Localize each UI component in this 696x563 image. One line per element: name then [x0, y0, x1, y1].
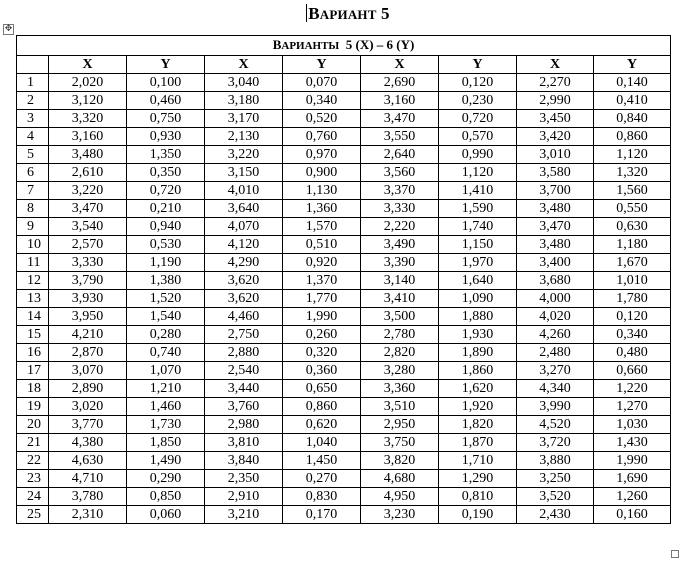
table-cell: 0,230 — [439, 92, 517, 110]
table-row — [17, 146, 671, 164]
header-y: Y — [127, 56, 205, 74]
table-cell: 1,350 — [127, 146, 205, 164]
table-cell: 4,210 — [49, 326, 127, 344]
table-cell: 3,480 — [517, 236, 594, 254]
table-cell: 4,520 — [517, 416, 594, 434]
table-cell: 3,470 — [49, 200, 127, 218]
table-cell: 1,590 — [439, 200, 517, 218]
table-cell: 3,210 — [205, 506, 283, 524]
table-cell: 0,620 — [283, 416, 361, 434]
header-y: Y — [283, 56, 361, 74]
table-cell: 2,020 — [49, 74, 127, 92]
table-cell: 0,740 — [127, 344, 205, 362]
table-cell: 3,070 — [49, 362, 127, 380]
row-number: 1 — [17, 74, 49, 92]
row-number: 19 — [17, 398, 49, 416]
table-caption — [17, 36, 671, 56]
table-cell: 0,280 — [127, 326, 205, 344]
row-number: 21 — [17, 434, 49, 452]
table-cell: 1,040 — [283, 434, 361, 452]
table-cell: 1,460 — [127, 398, 205, 416]
table-cell: 1,820 — [439, 416, 517, 434]
table-cell: 4,010 — [205, 182, 283, 200]
table-row — [17, 254, 671, 272]
table-cell: 3,330 — [49, 254, 127, 272]
table-cell: 4,120 — [205, 236, 283, 254]
table-cell: 1,450 — [283, 452, 361, 470]
table-cell: 3,280 — [361, 362, 439, 380]
table-cell: 0,720 — [127, 182, 205, 200]
table-cell: 3,500 — [361, 308, 439, 326]
table-cell: 2,350 — [205, 470, 283, 488]
table-cell: 0,210 — [127, 200, 205, 218]
table-cell: 1,890 — [439, 344, 517, 362]
table-cell: 1,710 — [439, 452, 517, 470]
table-cell: 0,850 — [127, 488, 205, 506]
table-row — [17, 470, 671, 488]
table-cell: 0,320 — [283, 344, 361, 362]
table-cell: 0,480 — [594, 344, 671, 362]
table-cell: 1,780 — [594, 290, 671, 308]
row-number: 13 — [17, 290, 49, 308]
table-cell: 1,070 — [127, 362, 205, 380]
table-row — [17, 128, 671, 146]
row-number: 15 — [17, 326, 49, 344]
table-row — [17, 200, 671, 218]
row-number: 17 — [17, 362, 49, 380]
table-cell: 3,160 — [361, 92, 439, 110]
row-number: 2 — [17, 92, 49, 110]
table-cell: 3,320 — [49, 110, 127, 128]
table-cell: 3,950 — [49, 308, 127, 326]
table-cell: 0,360 — [283, 362, 361, 380]
table-cell: 0,170 — [283, 506, 361, 524]
row-number: 18 — [17, 380, 49, 398]
table-cell: 1,410 — [439, 182, 517, 200]
table-cell: 3,620 — [205, 272, 283, 290]
table-row — [17, 290, 671, 308]
table-cell: 3,520 — [517, 488, 594, 506]
table-cell: 1,540 — [127, 308, 205, 326]
table-cell: 4,020 — [517, 308, 594, 326]
table-cell: 1,520 — [127, 290, 205, 308]
table-cell: 3,820 — [361, 452, 439, 470]
table-cell: 1,010 — [594, 272, 671, 290]
table-cell: 3,250 — [517, 470, 594, 488]
table-cell: 0,840 — [594, 110, 671, 128]
table-cell: 3,180 — [205, 92, 283, 110]
table-cell: 1,190 — [127, 254, 205, 272]
table-cell: 3,490 — [361, 236, 439, 254]
row-number: 7 — [17, 182, 49, 200]
table-cell: 2,310 — [49, 506, 127, 524]
table-row — [17, 182, 671, 200]
table-cell: 1,130 — [283, 182, 361, 200]
table-cell: 2,570 — [49, 236, 127, 254]
table-cell: 2,890 — [49, 380, 127, 398]
table-cell: 3,640 — [205, 200, 283, 218]
table-cell: 1,620 — [439, 380, 517, 398]
header-y: Y — [439, 56, 517, 74]
table-cell: 2,880 — [205, 344, 283, 362]
table-cell: 4,710 — [49, 470, 127, 488]
row-number: 12 — [17, 272, 49, 290]
table-cell: 0,970 — [283, 146, 361, 164]
table-cell: 0,350 — [127, 164, 205, 182]
table-cell: 3,750 — [361, 434, 439, 452]
table-cell: 0,860 — [283, 398, 361, 416]
header-x: X — [361, 56, 439, 74]
table-cell: 1,870 — [439, 434, 517, 452]
table-cell: 3,480 — [49, 146, 127, 164]
row-number: 11 — [17, 254, 49, 272]
table-cell: 1,990 — [283, 308, 361, 326]
table-cell: 1,360 — [283, 200, 361, 218]
table-cell: 3,150 — [205, 164, 283, 182]
table-cell: 2,610 — [49, 164, 127, 182]
table-cell: 3,440 — [205, 380, 283, 398]
row-number: 4 — [17, 128, 49, 146]
table-cell: 1,090 — [439, 290, 517, 308]
table-row — [17, 218, 671, 236]
row-number: 8 — [17, 200, 49, 218]
table-cell: 3,370 — [361, 182, 439, 200]
table-cell: 3,770 — [49, 416, 127, 434]
table-cell: 0,100 — [127, 74, 205, 92]
table-cell: 3,760 — [205, 398, 283, 416]
title-rest: АРИАНТ — [319, 7, 377, 22]
table-cell: 1,670 — [594, 254, 671, 272]
table-cell: 3,120 — [49, 92, 127, 110]
table-cell: 0,530 — [127, 236, 205, 254]
table-row — [17, 344, 671, 362]
table-row — [17, 272, 671, 290]
table-cell: 1,990 — [594, 452, 671, 470]
table-cell: 1,220 — [594, 380, 671, 398]
table-cell: 0,660 — [594, 362, 671, 380]
row-number: 5 — [17, 146, 49, 164]
title-first-letter: В — [308, 4, 320, 23]
table-cell: 3,620 — [205, 290, 283, 308]
table-cell: 0,860 — [594, 128, 671, 146]
table-cell: 2,540 — [205, 362, 283, 380]
table-row — [17, 74, 671, 92]
table-cell: 3,720 — [517, 434, 594, 452]
table-cell: 4,630 — [49, 452, 127, 470]
move-icon[interactable]: ✥ — [4, 24, 13, 34]
row-number: 16 — [17, 344, 49, 362]
table-cell: 3,220 — [205, 146, 283, 164]
table-cell: 1,430 — [594, 434, 671, 452]
table-cell: 1,150 — [439, 236, 517, 254]
table-body — [17, 74, 671, 524]
table-cell: 1,370 — [283, 272, 361, 290]
table-cell: 1,770 — [283, 290, 361, 308]
table-cell: 3,330 — [361, 200, 439, 218]
row-number: 6 — [17, 164, 49, 182]
caption-rest: АРИАНТЫ — [281, 40, 340, 52]
table-header-row — [17, 56, 671, 74]
header-y: Y — [594, 56, 671, 74]
table-cell: 2,430 — [517, 506, 594, 524]
table-cell: 1,120 — [594, 146, 671, 164]
row-number: 3 — [17, 110, 49, 128]
table-cell: 0,070 — [283, 74, 361, 92]
table-cell: 0,270 — [283, 470, 361, 488]
table-cell: 3,540 — [49, 218, 127, 236]
table-row — [17, 452, 671, 470]
table-cell: 3,700 — [517, 182, 594, 200]
table-cell: 1,490 — [127, 452, 205, 470]
table-cell: 4,680 — [361, 470, 439, 488]
table-cell: 3,400 — [517, 254, 594, 272]
table-cell: 4,380 — [49, 434, 127, 452]
row-number: 14 — [17, 308, 49, 326]
table-cell: 0,340 — [594, 326, 671, 344]
table-cell: 0,120 — [594, 308, 671, 326]
table-cell: 2,750 — [205, 326, 283, 344]
table-cell: 3,160 — [49, 128, 127, 146]
row-number: 20 — [17, 416, 49, 434]
table-cell: 3,230 — [361, 506, 439, 524]
caption-first-letter: В — [272, 37, 282, 52]
table-cell: 2,480 — [517, 344, 594, 362]
table-cell: 2,870 — [49, 344, 127, 362]
table-cell: 1,970 — [439, 254, 517, 272]
table-cell: 0,060 — [127, 506, 205, 524]
table-cell: 2,780 — [361, 326, 439, 344]
table-cell: 1,880 — [439, 308, 517, 326]
table-cell: 3,930 — [49, 290, 127, 308]
table-cell: 0,120 — [439, 74, 517, 92]
table-row — [17, 164, 671, 182]
caption-range: 5 (X) – 6 (Y) — [345, 37, 415, 52]
table-cell: 1,270 — [594, 398, 671, 416]
page-title — [0, 4, 696, 24]
table-cell: 3,790 — [49, 272, 127, 290]
header-x: X — [49, 56, 127, 74]
table-cell: 1,290 — [439, 470, 517, 488]
resize-icon[interactable] — [671, 550, 679, 558]
table-cell: 3,550 — [361, 128, 439, 146]
table-cell: 4,460 — [205, 308, 283, 326]
table-cell: 0,990 — [439, 146, 517, 164]
table-cell: 1,640 — [439, 272, 517, 290]
table-cell: 2,980 — [205, 416, 283, 434]
table-cell: 0,920 — [283, 254, 361, 272]
table-row — [17, 416, 671, 434]
table-cell: 2,270 — [517, 74, 594, 92]
table-cell: 4,000 — [517, 290, 594, 308]
table-cell: 0,290 — [127, 470, 205, 488]
table-cell: 0,720 — [439, 110, 517, 128]
table-cell: 1,030 — [594, 416, 671, 434]
table-cell: 0,140 — [594, 74, 671, 92]
table-cell: 0,190 — [439, 506, 517, 524]
table-cell: 0,940 — [127, 218, 205, 236]
table-cell: 3,010 — [517, 146, 594, 164]
table-cell: 1,920 — [439, 398, 517, 416]
header-index — [17, 56, 49, 74]
table-row — [17, 308, 671, 326]
table-cell: 1,320 — [594, 164, 671, 182]
table-cell: 0,570 — [439, 128, 517, 146]
table-cell: 3,420 — [517, 128, 594, 146]
table-cell: 0,260 — [283, 326, 361, 344]
table-cell: 3,390 — [361, 254, 439, 272]
table-cell: 0,930 — [127, 128, 205, 146]
table-cell: 3,470 — [361, 110, 439, 128]
table-cell: 0,900 — [283, 164, 361, 182]
row-number: 24 — [17, 488, 49, 506]
table-cell: 1,860 — [439, 362, 517, 380]
table-cell: 4,070 — [205, 218, 283, 236]
table-cell: 3,990 — [517, 398, 594, 416]
table-cell: 0,410 — [594, 92, 671, 110]
table-cell: 1,260 — [594, 488, 671, 506]
row-number: 10 — [17, 236, 49, 254]
table-row — [17, 488, 671, 506]
table-cell: 1,930 — [439, 326, 517, 344]
table-cell: 0,460 — [127, 92, 205, 110]
table-cell: 3,780 — [49, 488, 127, 506]
table-row — [17, 236, 671, 254]
header-x: X — [517, 56, 594, 74]
table-row — [17, 362, 671, 380]
table-cell: 3,580 — [517, 164, 594, 182]
header-x: X — [205, 56, 283, 74]
table-cell: 1,850 — [127, 434, 205, 452]
table-cell: 3,170 — [205, 110, 283, 128]
table-row — [17, 380, 671, 398]
row-number: 25 — [17, 506, 49, 524]
table-cell: 3,880 — [517, 452, 594, 470]
table-cell: 2,640 — [361, 146, 439, 164]
table-cell: 0,760 — [283, 128, 361, 146]
table-cell: 0,810 — [439, 488, 517, 506]
table-cell: 2,130 — [205, 128, 283, 146]
table-cell: 0,650 — [283, 380, 361, 398]
table-cell: 3,680 — [517, 272, 594, 290]
table-cell: 4,950 — [361, 488, 439, 506]
table-cell: 2,950 — [361, 416, 439, 434]
table-cell: 3,480 — [517, 200, 594, 218]
table-cell: 0,160 — [594, 506, 671, 524]
table-cell: 1,560 — [594, 182, 671, 200]
table-cell: 3,810 — [205, 434, 283, 452]
table-cell: 3,450 — [517, 110, 594, 128]
table-cell: 4,290 — [205, 254, 283, 272]
table-cell: 3,840 — [205, 452, 283, 470]
table-cell: 4,340 — [517, 380, 594, 398]
table-cell: 4,260 — [517, 326, 594, 344]
table-row — [17, 506, 671, 524]
table-cell: 3,140 — [361, 272, 439, 290]
table-cell: 3,470 — [517, 218, 594, 236]
table-cell: 0,510 — [283, 236, 361, 254]
table-cell: 3,040 — [205, 74, 283, 92]
title-number: 5 — [381, 4, 390, 23]
table-cell: 0,630 — [594, 218, 671, 236]
table-cell: 0,520 — [283, 110, 361, 128]
variants-table — [16, 35, 671, 524]
row-number: 22 — [17, 452, 49, 470]
table-cell: 1,120 — [439, 164, 517, 182]
table-cell: 3,560 — [361, 164, 439, 182]
table-cell: 3,410 — [361, 290, 439, 308]
table-row — [17, 92, 671, 110]
table-cell: 1,180 — [594, 236, 671, 254]
table-cell: 1,740 — [439, 218, 517, 236]
table-cell: 1,210 — [127, 380, 205, 398]
table-cell: 2,220 — [361, 218, 439, 236]
table-caption-row — [17, 36, 671, 56]
table-cell: 3,360 — [361, 380, 439, 398]
table-cell: 1,380 — [127, 272, 205, 290]
table-cell: 2,910 — [205, 488, 283, 506]
table-row — [17, 110, 671, 128]
table-cell: 2,990 — [517, 92, 594, 110]
table-row — [17, 434, 671, 452]
row-number: 9 — [17, 218, 49, 236]
table-cell: 3,220 — [49, 182, 127, 200]
table-cell: 2,820 — [361, 344, 439, 362]
table-row — [17, 326, 671, 344]
table-cell: 2,690 — [361, 74, 439, 92]
table-cell: 0,340 — [283, 92, 361, 110]
table-cell: 0,830 — [283, 488, 361, 506]
table-row — [17, 398, 671, 416]
table-cell: 1,690 — [594, 470, 671, 488]
table-cell: 3,270 — [517, 362, 594, 380]
table-cell: 1,730 — [127, 416, 205, 434]
table-cell: 3,510 — [361, 398, 439, 416]
table-cell: 1,570 — [283, 218, 361, 236]
table-cell: 0,550 — [594, 200, 671, 218]
table-cell: 3,020 — [49, 398, 127, 416]
table-cell: 0,750 — [127, 110, 205, 128]
row-number: 23 — [17, 470, 49, 488]
